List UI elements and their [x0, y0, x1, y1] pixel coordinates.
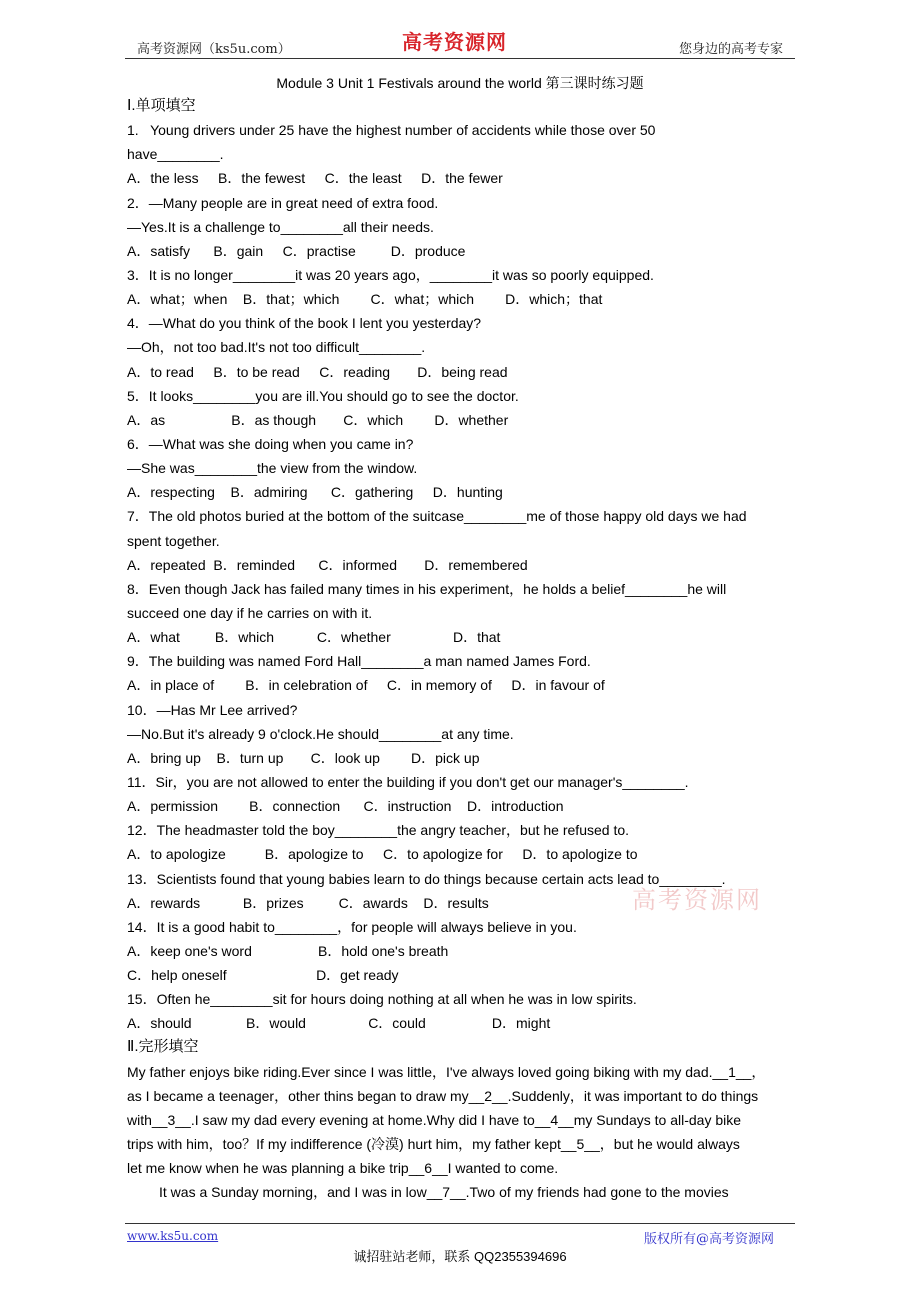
text-line: 1. Young drivers under 25 have the highest number of accidents while those over 50 — [127, 122, 656, 139]
text-line: A．what B．which C．whether D．that — [127, 629, 501, 646]
exercise-body — [127, 94, 797, 1204]
text-line: A．to apologize B．apologize to C．to apologize for D．to apologize to — [127, 846, 638, 863]
text-line: succeed one day if he carries on with it. — [127, 604, 373, 621]
text-line: as I became a teenager，other thins began to draw my__2__.Suddenly，it was important to do things — [127, 1087, 759, 1104]
footer-copyright: 版权所有@高考资源网 — [643, 1232, 774, 1247]
text-line: 12．The headmaster told the boy________the angry teacher，but he refused to. — [127, 822, 630, 839]
text-line: trips with him，too？If my indifference (冷漠) hurt him，my father kept__5__，but he would always — [127, 1136, 740, 1153]
text-line: My father enjoys bike riding.Ever since I was little，I've always loved going biking with my dad.__1__， — [127, 1063, 766, 1080]
text-line: 7．The old photos buried at the bottom of the suitcase________me of those happy old days we had — [127, 508, 747, 525]
text-line: A．what；when B．that；which C．what；which D．which；that — [127, 291, 603, 308]
text-line: with__3__.I saw my dad every evening at home.Why did I have to__4__my Sundays to all-day bike — [127, 1111, 742, 1128]
text-line: 3．It is no longer________it was 20 years ago，________it was so poorly equipped. — [127, 266, 654, 283]
text-line: A．bring up B．turn up C．look up D．pick up — [127, 749, 480, 766]
text-line: 14．It is a good habit to________，for people will always believe in you. — [127, 918, 577, 935]
header-slogan: 您身边的高考专家 — [678, 42, 783, 57]
header-divider — [125, 58, 795, 59]
section-heading: Ⅰ.单项填空 — [127, 97, 196, 114]
text-line: A．respecting B．admiring C．gathering D．hunting — [127, 484, 503, 501]
text-line: 8．Even though Jack has failed many times in his experiment，he holds a belief________he will — [127, 580, 727, 597]
text-line: 2．—Many people are in great need of extra food. — [127, 194, 439, 211]
text-line: 6．—What was she doing when you came in? — [127, 435, 414, 452]
text-line: —She was________the view from the window. — [127, 460, 418, 477]
text-line: A．repeated B．reminded C．informed D．remembered — [127, 556, 528, 573]
text-line: 11．Sir，you are not allowed to enter the building if you don't get our manager's________. — [127, 773, 689, 790]
text-line: 13．Scientists found that young babies learn to do things because certain acts lead to________. — [127, 870, 726, 887]
text-line: —Yes.It is a challenge to________all their needs. — [127, 218, 434, 235]
text-line: —No.But it's already 9 o'clock.He should________at any time. — [127, 725, 514, 742]
text-line: 4．—What do you think of the book I lent you yesterday? — [127, 315, 482, 332]
watermark: 高考资源网 — [632, 886, 762, 914]
text-line: A．the less B．the fewest C．the least D．the fewer — [127, 170, 503, 187]
footer-link[interactable]: www.ks5u.com — [127, 1229, 219, 1243]
text-line: 9．The building was named Ford Hall________a man named James Ford. — [127, 653, 591, 670]
text-line: A．rewards B．prizes C．awards D．results — [127, 894, 489, 911]
text-line: A．keep one's word B．hold one's breath — [127, 942, 449, 959]
text-line: spent together. — [127, 532, 220, 549]
text-line: 5．It looks________you are ill.You should go to see the doctor. — [127, 387, 519, 404]
text-line: A．as B．as though C．which D．whether — [127, 411, 509, 428]
text-line: A．to read B．to be read C．reading D．being read — [127, 363, 508, 380]
text-line: A．should B．would C．could D．might — [127, 1015, 551, 1032]
footer-contact: 诚招驻站老师，联系 QQ2355394696 — [353, 1249, 567, 1264]
text-line: —Oh，not too bad.It's not too difficult________. — [127, 339, 426, 356]
site-logo: 高考资源网 — [402, 30, 507, 54]
text-line: let me know when he was planning a bike trip__6__I wanted to come. — [127, 1160, 559, 1177]
text-line: 15．Often he________sit for hours doing nothing at all when he was in low spirits. — [127, 991, 637, 1008]
text-line: 10．—Has Mr Lee arrived? — [127, 701, 298, 718]
text-line: A．in place of B．in celebration of C．in memory of D．in favour of — [127, 677, 605, 694]
text-line: C．help oneself D．get ready — [127, 967, 399, 984]
text-line: have________. — [127, 146, 224, 163]
header-site-name: 高考资源网（ks5u.com） — [137, 42, 291, 57]
section-heading: Ⅱ.完形填空 — [127, 1038, 199, 1056]
text-line: It was a Sunday morning，and I was in low__7__.Two of my friends had gone to the movies — [159, 1184, 729, 1201]
page-title: Module 3 Unit 1 Festivals around the world 第三课时练习题 — [276, 75, 644, 91]
footer-divider — [125, 1223, 795, 1224]
text-line: A．satisfy B．gain C．practise D．produce — [127, 242, 466, 259]
text-line: A．permission B．connection C．instruction D．introduction — [127, 798, 564, 815]
